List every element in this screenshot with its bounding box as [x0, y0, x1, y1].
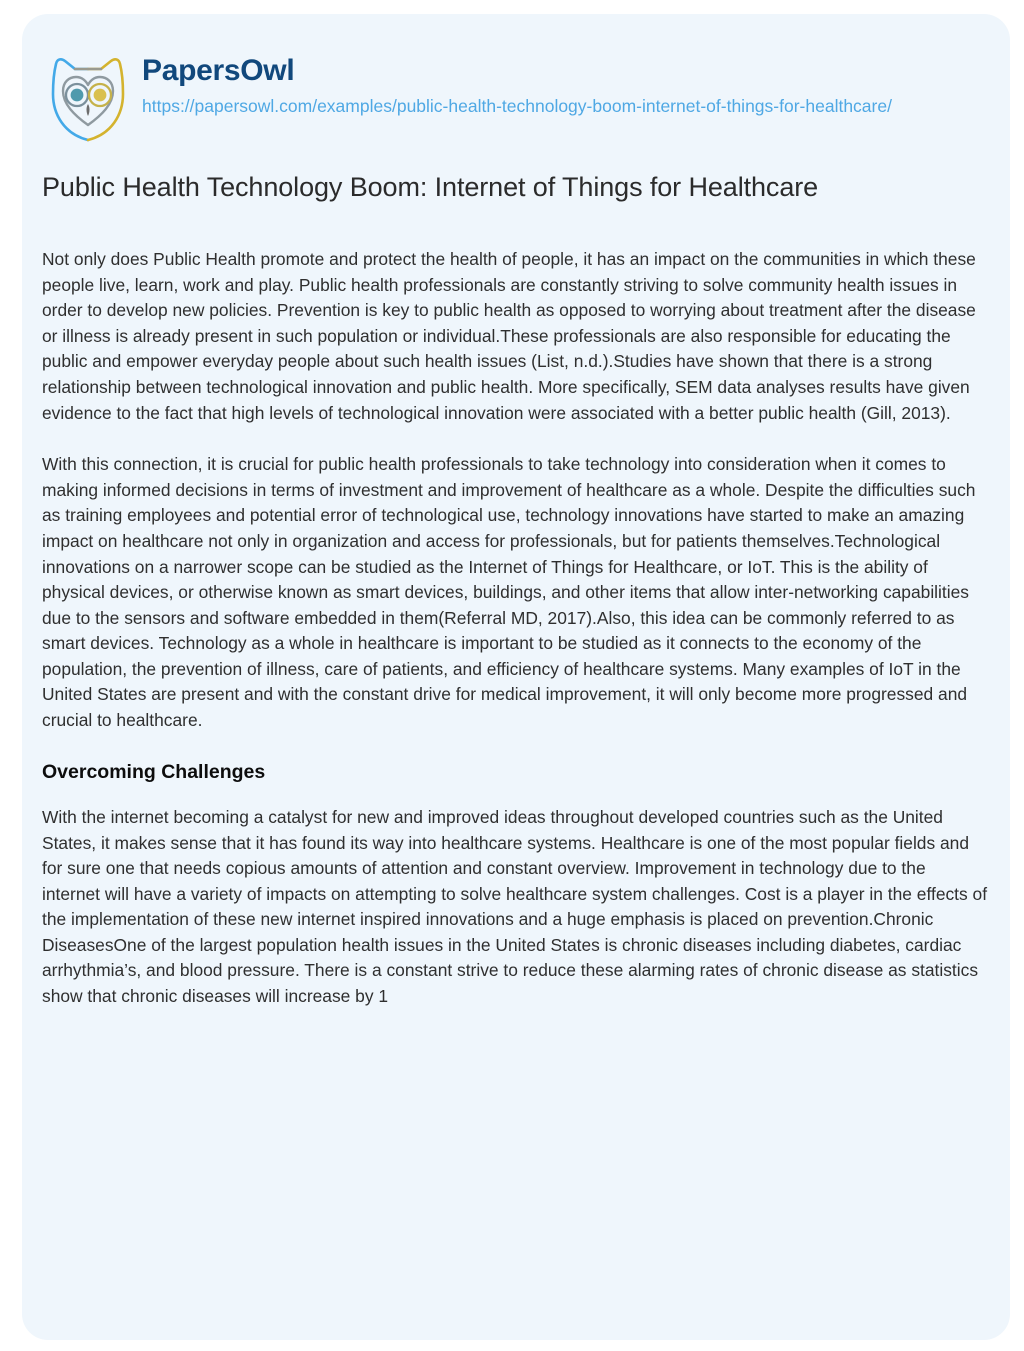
- document-content: [42, 169, 988, 1010]
- page-card: [22, 14, 1010, 1340]
- spacer: [42, 785, 988, 805]
- brand-block: [142, 50, 972, 119]
- page-url-link[interactable]: https://papersowl.com/examples/public-health-technology-boom-internet-of-things-for-healthcare/: [142, 96, 892, 116]
- paragraph-2: With this connection, it is crucial for public health professionals to take technology into consideration when it comes to making informed decisions in terms of investment and improvement of healthcare as a whole. Despite the difficulties such as training employees and potential error of technological use, technology innovations have started to make an amazing impact on healthcare not only in organization and access for professionals, but for patients themselves.Technological innovations on a narrower scope can be studied as the Internet of Things for Healthcare, or IoT. This is the ability of physical devices, or otherwise known as smart devices, buildings, and other items that allow inter-networking capabilities due to the sensors and software embedded in them(Referral MD, 2017).Also, this idea can be commonly referred to as smart devices. Technology as a whole in healthcare is important to be studied as it connects to the economy of the population, the prevention of illness, care of patients, and efficiency of healthcare systems. Many examples of IoT in the United States are present and with the constant drive for medical improvement, it will only become more progressed and crucial to healthcare.: [42, 454, 976, 730]
- spacer: [42, 426, 988, 452]
- section-heading-overcoming-challenges: Overcoming Challenges: [42, 760, 266, 783]
- page-title: Public Health Technology Boom: Internet of Things for Healthcare: [42, 172, 819, 202]
- paragraph-3: With the internet becoming a catalyst for new and improved ideas throughout developed countries such as the United States, it makes sense that it has found its way into healthcare systems. Healthcare is one of the most popular fields and for sure one that needs copious amounts of attention and constant overview. Improvement in technology due to the internet will have a variety of impacts on attempting to solve healthcare system challenges. Cost is a player in the effects of the implementation of these new internet inspired innovations and a huge emphasis is placed on prevention.Chronic DiseasesOne of the largest population health issues in the United States is chronic diseases including diabetes, cardiac arrhythmia’s, and blood pressure. There is a constant strive to reduce these alarming rates of chronic disease as statistics show that chronic diseases will increase by 1: [42, 806, 988, 1006]
- paragraph-1: Not only does Public Health promote and protect the health of people, it has an impact on the communities in which these people live, learn, work and play. Public health professionals are constantly striving to solve community health issues in order to develop new policies. Prevention is key to public health as opposed to worrying about treatment after the disease or illness is already present in such population or individual.These professionals are also responsible for educating the public and empower everyday people about such health issues (List, n.d.).Studies have shown that there is a strong relationship between technological innovation and public health. More specifically, SEM data analyses results have given evidence to the fact that high levels of technological innovation were associated with a better public health (Gill, 2013).: [42, 249, 976, 423]
- spacer: [42, 205, 988, 247]
- site-header: [42, 50, 972, 146]
- brand-name: PapersOwl: [142, 54, 295, 87]
- spacer: [42, 734, 988, 760]
- owl-logo-icon: [42, 50, 134, 146]
